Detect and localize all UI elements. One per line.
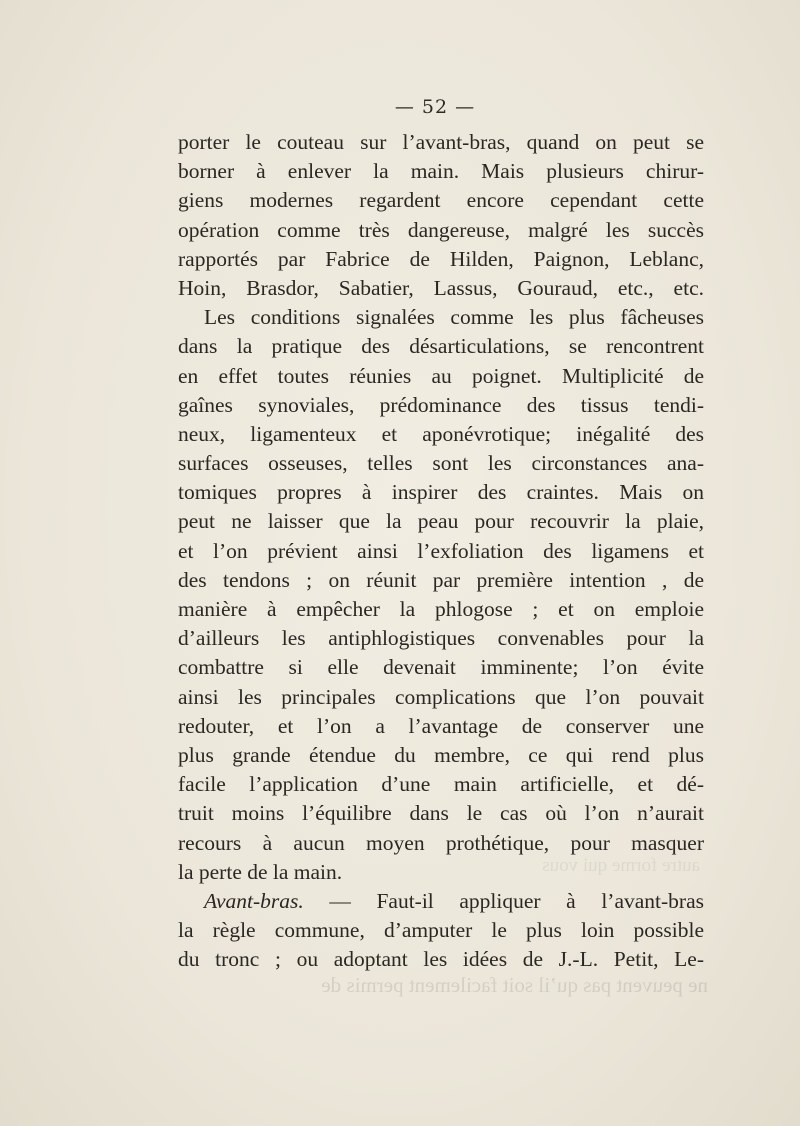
text-line: rapportés par Fabrice de Hilden, Paignon, Leblanc, — [178, 246, 704, 271]
text-line: manière à empêcher la phlogose ; et on emploie — [178, 597, 704, 621]
bleed-through-text-mid: autre forme qui vous — [542, 855, 700, 876]
paragraph-start-line: Les conditions signalées comme les plus fâcheuses — [204, 305, 704, 330]
text-line: gaînes synoviales, prédominance des tissus tendi- — [178, 392, 704, 417]
section-line-text: — Faut-il appliquer à l’avant-bras — [303, 888, 704, 913]
section-heading: Avant-bras. — [204, 888, 304, 913]
body-text — [178, 128, 704, 974]
text-line: truit moins l’équilibre dans le cas où l’on n’aurait — [178, 801, 704, 826]
text-line: surfaces osseuses, telles sont les circonstances ana- — [178, 451, 704, 476]
text-line: giens modernes regardent encore cependant cette — [178, 188, 704, 213]
text-line: en effet toutes réunies au poignet. Multiplicité de — [178, 363, 704, 388]
text-line: dans la pratique des désarticulations, se rencontrent — [178, 334, 704, 359]
text-line: plus grande étendue du membre, ce qui rend plus — [178, 742, 704, 767]
text-line: recours à aucun moyen prothétique, pour masquer — [178, 830, 704, 855]
text-line: peut ne laisser que la peau pour recouvrir la plaie, — [178, 509, 704, 534]
text-line: combattre si elle devenait imminente; l’on évite — [178, 655, 704, 680]
text-line: tomiques propres à inspirer des craintes. Mais on — [178, 480, 704, 505]
text-line: borner à enlever la main. Mais plusieurs chirur- — [178, 159, 704, 184]
text-line: d’ailleurs les antiphlogistiques convenables pour la — [178, 626, 704, 651]
text-line: porter le couteau sur l’avant-bras, quand on peut se — [178, 130, 704, 154]
bleed-through-text: ne peuvent pas qu’il soit facilement permis de — [321, 973, 708, 997]
text-line: ainsi les principales complications que l’on pouvait — [178, 684, 704, 709]
text-line: Hoin, Brasdor, Sabatier, Lassus, Gouraud, etc., etc. — [178, 275, 704, 300]
text-line: du tronc ; ou adoptant les idées de J.-L. Petit, Le- — [178, 947, 704, 972]
text-line: des tendons ; on réunit par première intention , de — [178, 567, 704, 592]
text-line: neux, ligamenteux et aponévrotique; inégalité des — [178, 421, 704, 446]
text-line: redouter, et l’on a l’avantage de conserver une — [178, 713, 704, 738]
page-number: — 52 — — [394, 96, 476, 118]
text-line: opération comme très dangereuse, malgré les succès — [178, 217, 704, 242]
text-line: la règle commune, d’amputer le plus loin possible — [178, 918, 704, 943]
paragraph-end-line: la perte de la main. — [178, 859, 343, 884]
text-line: et l’on prévient ainsi l’exfoliation des ligamens et — [178, 538, 704, 563]
section-first-line — [178, 887, 704, 916]
text-line: facile l’application d’une main artificielle, et dé- — [178, 772, 704, 797]
